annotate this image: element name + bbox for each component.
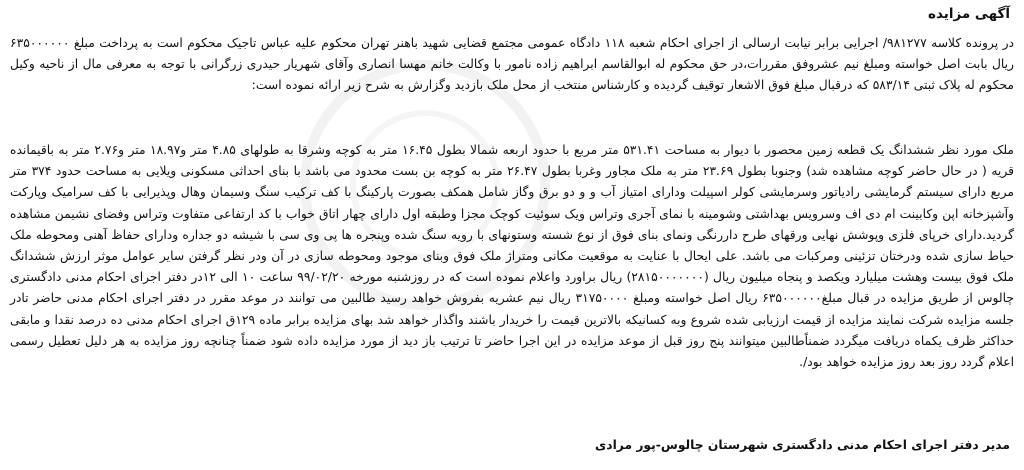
document-title: آگهی مزایده (928, 6, 1010, 22)
signature-line: مدیر دفتر اجرای احکام مدنی دادگستری شهرستان چالوس-پور مرادی (595, 438, 1010, 452)
case-paragraph: در پرونده کلاسه ۹۸۱۲۷۷/ اجرایی برابر نیابت ارسالی از اجرای احکام شعبه ۱۱۸ دادگاه عمومی مجتمع قضایی شهید باهنر تهران محکوم علیه عباس تاجیک محکوم است به پرداخت مبلغ ۶۳۵۰۰۰۰۰۰ ریال بابت اصل خواسته ومبلغ نیم عشروفق مقررات،در حق محکوم له ابوالقاسم ابراهیم زاده نامور با وکالت خانم مهسا انصاری وآقای شهریار حیدری زرگرانی با توجه به معرفی مال از ناحیه وکیل محکوم له پلاک ثبتی ۵۸۳/۱۴ که درقبال مبلغ فوق الاشعار توقیف گردیده و کارشناس منتخب از محل ملک بازدید وگزارش به شرح زیر ارائه نموده است: (10, 36, 1014, 93)
property-description-paragraph: ملک مورد نظر ششدانگ یک قطعه زمین محصور با دیوار به مساحت ۵۳۱.۴۱ متر مربع با حدود اربعه شمالا بطول ۱۶.۴۵ متر به کوچه وشرقا به طولهای ۴.۸۵ متر و۱۸.۹۷ متر و۲.۷۶ متر به باقیمانده قریه ( در حال حاضر کوچه مشاهده شد) وجنوبا بطول ۲۳.۶۹ متر به ملک مجاور وغربا بطول ۲۶.۴۷ متر به کوچه بن بست محدود می باشد با بنای احداثی مسکونی ویلایی به مساحت حدود ۳۷۴ متر مربع دارای سیستم گرمایشی رادیاتور وسرمایشی کولر اسپیلت ودارای امتیاز آب و و دو برق وگاز شامل همکف بصورت پارکینگ با کف ترکیب سنگ وسیمان وهال وپذیرایی با کف سرامیک وپارکت وآشپزخانه اپن وکابینت ام دی اف وسرویس بهداشتی وشومینه با نمای آجری وتراس ویک سوئیت کوچک مجزا وطبقه اول دارای چهار اتاق خواب با کد ارتفاعی متفاوت وتراس وفضای نشیمن مشاهده گردید.دارای خرپای فلزی وپوشش نهایی ورقهای طرح داررنگی ونمای بنای فوق از نوع شسته وستونهای با رویه سنگ شده وپنجره ها پی وی سی با شیشه دو جداره ودارای حفاظ آهنی ومحوطه ملک حیاط سازی شده ودرختان تزئینی ومرکبات می باشد. علی ایحال با عنایت به موقعیت مکانی ومتراژ ملک فوق وبنای موجود ومحوطه سازی در آن ودر نظر گرفتن سایر عوامل موثر ارزش ششدانگ ملک فوق بیست وهشت میلیارد ویکصد و پنجاه میلیون ریال (۲۸۱۵۰۰۰۰۰۰۰) ریال براورد واعلام نموده است که در روزشنبه مورخه ۹۹/۰۲/۲۰ ساعت ۱۰ الی ۱۲در دفتر اجرای احکام مدنی دادگستری چالوس از طریق مزایده در قبال مبلغ۶۳۵۰۰۰۰۰۰ ریال اصل خواسته ومبلغ ۳۱۷۵۰۰۰۰ ریال نیم عشریه بفروش خواهد رسید طالبین می توانند در موعد مقرر در دفتر اجرای احکام مدنی حاضر تادر جلسه مزایده شرکت نمایند مزایده از قیمت ارزیابی شده شروع وبه کسانیکه بالاترین قیمت را خریدار باشند واگذار خواهد شد بهای مزایده برابر ماده ۱۲۹ق اجرای احکام مدنی ده درصد نقدا و مابقی حداکثر ظرف یکماه دریافت میگردد ضمناًطالبین میتوانند پنج روز قبل از موعد مزایده در این اجرا حاضر تا ترتیب باز دید از مورد مزایده داده شود ضمناً چنانچه روز مزایده به هر دلیل تعطیل رسمی اعلام گردد روز بعد روز مزایده خواهد بود/. (10, 143, 1015, 370)
